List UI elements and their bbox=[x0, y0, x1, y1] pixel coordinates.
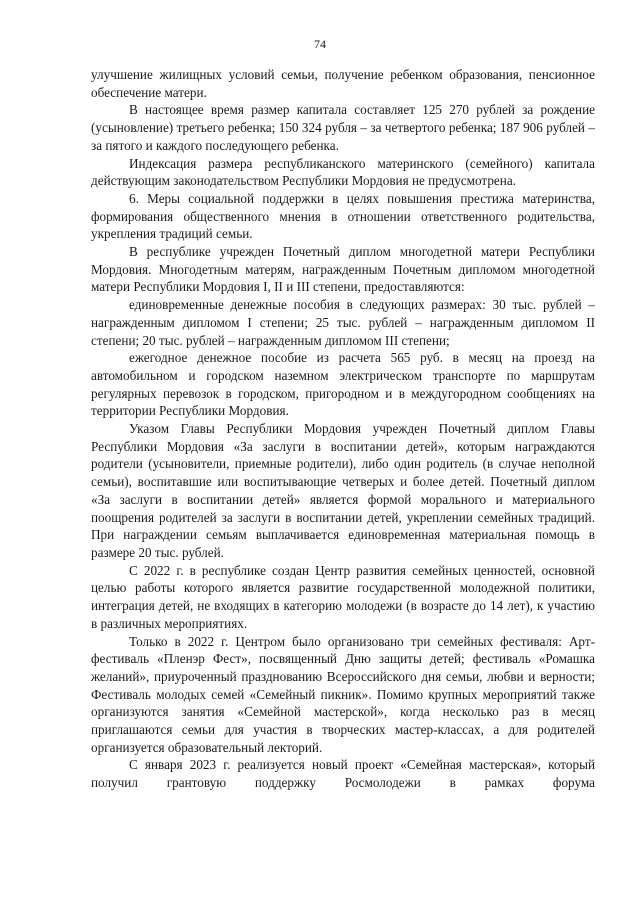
paragraph-mother-pension: улучшение жилищных условий семьи, получение ребенком образования, пенсионное обеспечение матери. bbox=[91, 67, 595, 100]
document-body bbox=[91, 66, 595, 792]
paragraph-annual-travel-benefit: ежегодное денежное пособие из расчета 565 руб. в месяц на проезд на автомобильном и городском наземном электрическом транспорте по маршрутам регулярных перевозок в городском, пригородном и в междугородном сообщениях на территории Республики Мордовия. bbox=[91, 350, 595, 419]
paragraph-section-6-heading: 6. Меры социальной поддержки в целях повышения престижа материнства, формирования общественного мнения в отношении ответственного родительства, укрепления традиций семьи. bbox=[91, 190, 595, 242]
paragraph-capital-amounts: В настоящее время размер капитала составляет 125 270 рублей за рождение (усыновление) третьего ребенка; 150 324 рубля – за четвертого ребенка; 187 906 рублей – за пятого и каждого последующего ребенка. bbox=[91, 102, 595, 153]
paragraph-lump-sum-benefits: единовременные денежные пособия в следующих размерах: 30 тыс. рублей – награжденным дипломом I степени; 25 тыс. рублей – награжденным дипломом II степени; 20 тыс. рублей – награжденным дипломом III степени; bbox=[91, 297, 595, 348]
paragraph-honorary-diploma: В республике учрежден Почетный диплом многодетной матери Республики Мордовия. Многодетным матерям, награжденным Почетным дипломом многодетной матери Республики Мордовия I, II и III степени, предоставляются: bbox=[91, 244, 595, 295]
paragraph-family-values-center: С 2022 г. в республике создан Центр развития семейных ценностей, основной целью работы которого является развитие государственной молодежной политики, интеграция детей, не входящих в категорию молодежи (в возрасте до 14 лет), к участию в различных мероприятиях. bbox=[91, 562, 595, 631]
paragraph-head-decree: Указом Главы Республики Мордовия учрежден Почетный диплом Главы Республики Мордовия «За заслуги в воспитании детей», которым награждаются родители (усыновители, приемные родители), либо один родитель (в случае неполной семьи), воспитавшие или воспитывающие четверых и более детей. Почетный диплом «За заслуги в воспитании детей» является формой морального и материального поощрения родителей за заслуги в воспитании детей, укреплении семейных традиций. При награждении семьям выплачивается единовременная материальная помощь в размере 20 тыс. рублей. bbox=[91, 421, 595, 560]
paragraph-family-workshop-project: С января 2023 г. реализуется новый проект «Семейная мастерская», который получил грантовую поддержку Росмолодежи в рамках форума bbox=[91, 757, 595, 791]
paragraph-festivals-2022: Только в 2022 г. Центром было организовано три семейных фестиваля: Арт-фестиваль «Пленэр Фест», посвященный Дню защиты детей; фестиваль «Ромашка желаний», приуроченный празднованию Всероссийского дня семьи, любви и верности; Фестиваль молодых семей «Семейный пикник». Помимо крупных мероприятий также организуются занятия «Семейной мастерской», когда несколько раз в месяц приглашаются семьи для участия в творческих мастер-классах, а для родителей организуется образовательный лекторий. bbox=[91, 633, 595, 755]
paragraph-indexation: Индексация размера республиканского материнского (семейного) капитала действующим законодательством Республики Мордовия не предусмотрена. bbox=[91, 155, 595, 189]
page-number: 74 bbox=[314, 37, 326, 51]
